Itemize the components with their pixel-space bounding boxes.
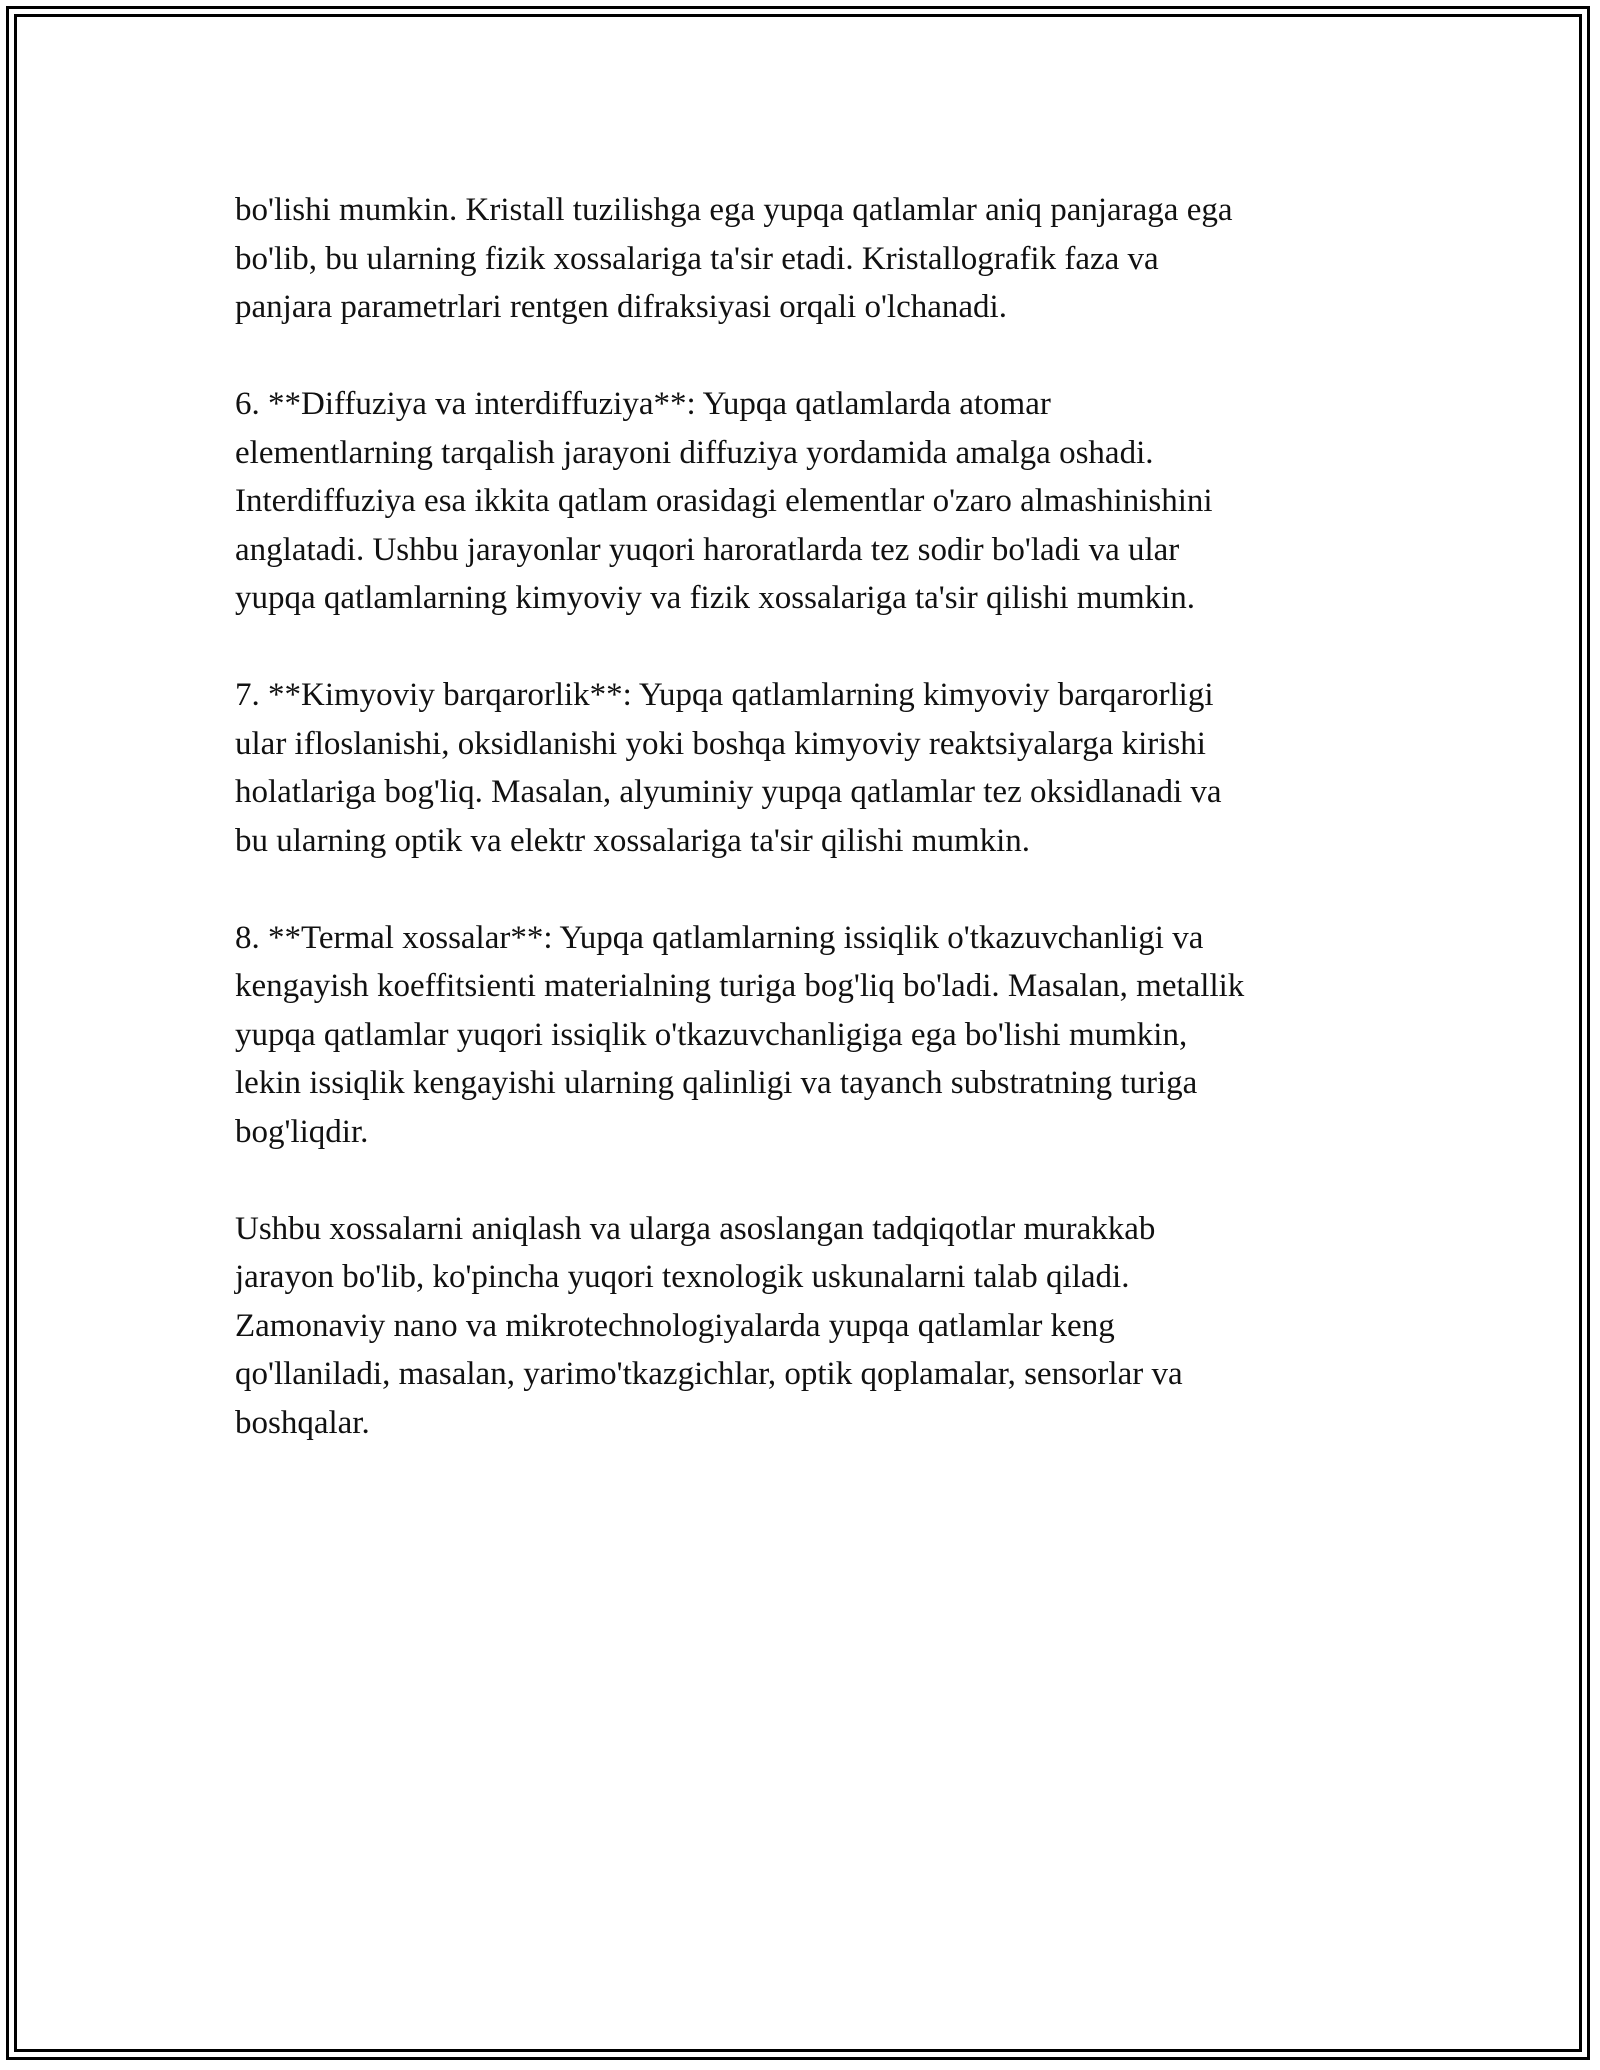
document-body bbox=[235, 186, 1365, 1496]
paragraph-crystal-structure: bo'lishi mumkin. Kristall tuzilishga ega yupqa qatlamlar aniq panjaraga ega bo'lib, bu ularning fizik xossalariga ta'sir etadi. Kristallografik faza va panjara parametrlari rentgen difraksiyasi orqali o'lchanadi. bbox=[235, 192, 1233, 325]
paragraph-thermal-properties: 8. **Termal xossalar**: Yupqa qatlamlarning issiqlik o'tkazuvchanligi va kengayish koeffitsienti materialning turiga bog'liq bo'ladi. Masalan, metallik yupqa qatlamlar yuqori issiqlik o'tkazuvchanligiga ega bo'lishi mumkin, lekin issiqlik kengayishi ularning qalinligi va tayanch substratning turiga bog'liqdir. bbox=[235, 919, 1245, 1150]
paragraph-conclusion: Ushbu xossalarni aniqlash va ularga asoslangan tadqiqotlar murakkab jarayon bo'lib, ko'pincha yuqori texnologik uskunalarni talab qiladi. Zamonaviy nano va mikrotechnologiyalarda yupqa qatlamlar keng qo'llaniladi, masalan, yarimo'tkazgichlar, optik qoplamalar, sensorlar va boshqalar. bbox=[235, 1210, 1183, 1441]
paragraph-diffusion: 6. **Diffuziya va interdiffuziya**: Yupqa qatlamlarda atomar elementlarning tarqalish jarayoni diffuziya yordamida amalga oshadi. Interdiffuziya esa ikkita qatlam orasidagi elementlar o'zaro almashinishini anglatadi. Ushbu jarayonlar yuqori haroratlarda tez sodir bo'ladi va ular yupqa qatlamlarning kimyoviy va fizik xossalariga ta'sir qilishi mumkin. bbox=[235, 386, 1213, 616]
paragraph-chemical-stability: 7. **Kimyoviy barqarorlik**: Yupqa qatlamlarning kimyoviy barqarorligi ular ifloslanishi, oksidlanishi yoki boshqa kimyoviy reaktsiyalarga kirishi holatlariga bog'liq. Masalan, alyuminiy yupqa qatlamlar tez oksidlanadi va bu ularning optik va elektr xossalariga ta'sir qilishi mumkin. bbox=[235, 677, 1222, 859]
